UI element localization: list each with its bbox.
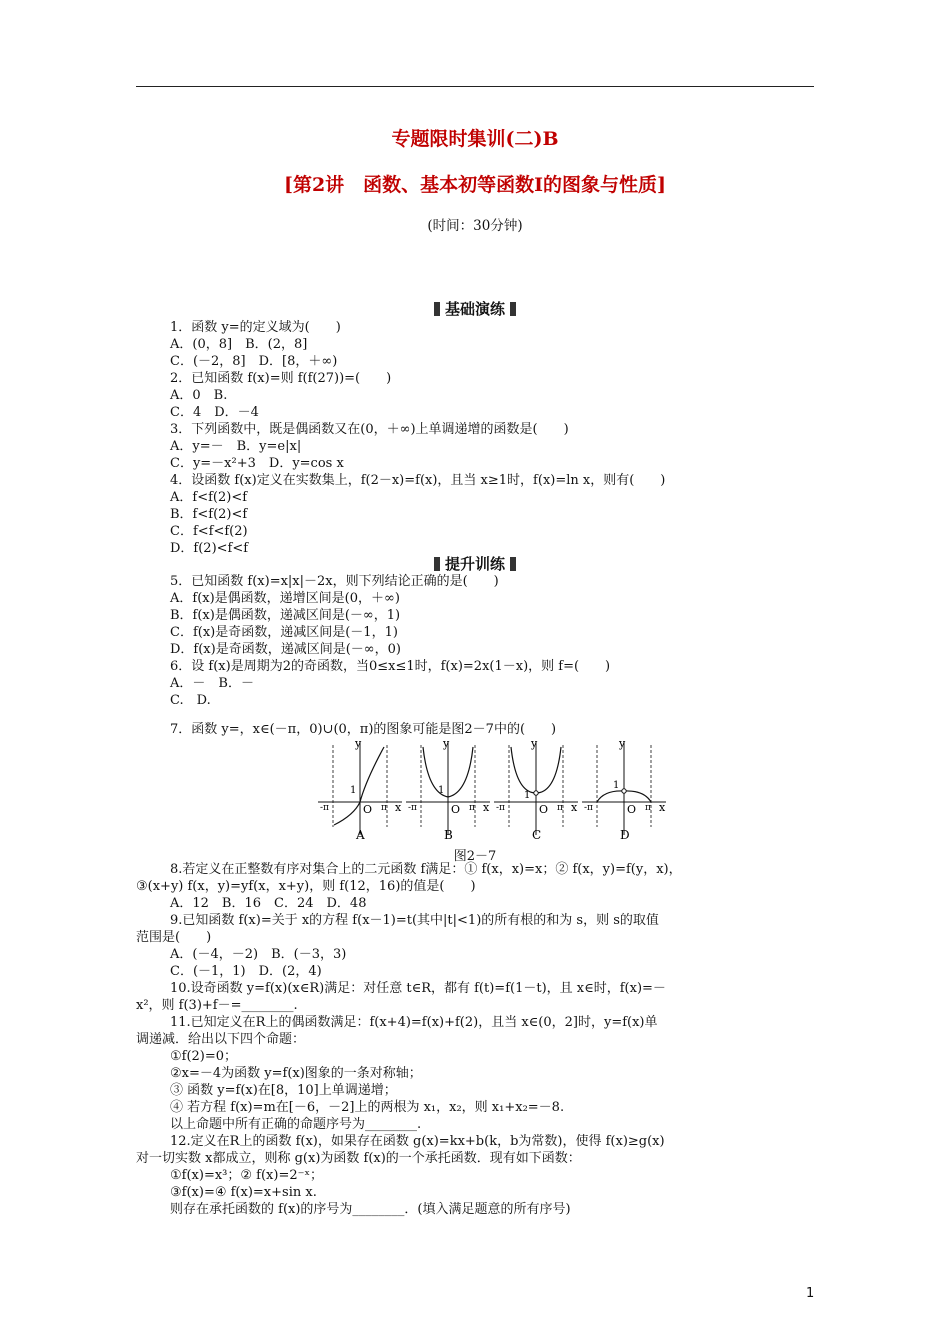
question-line: D．f(x)是奇函数，递减区间是(－∞，0) [170,642,401,657]
block-marker-icon [434,557,440,571]
panel-label: B [444,828,453,842]
question-line: ①f(x)=x³；② f(x)=2⁻ˣ； [170,1168,323,1183]
question-line: 6．设 f(x)是周期为2的奇函数，当0≤x≤1时，f(x)=2x(1－x)，则 f=( ) [170,659,611,674]
question-line: B．f(x)是偶函数，递减区间是(－∞，1) [170,608,401,623]
pi-label: π [381,803,387,813]
page-number: 1 [806,1286,815,1301]
axis-y-label: y [355,737,362,750]
one-label: 1 [438,785,445,796]
question-line: C．f(x)是奇函数，递减区间是(－1，1) [170,625,398,640]
block-marker-icon [510,557,516,571]
section-advanced-label: 提升训练 [444,555,505,573]
axis-x-label: x [483,801,490,814]
header-rule [136,86,814,87]
graph-panel-b [406,737,490,842]
axis-y-label: y [619,737,626,750]
question-line: 10.设奇函数 y=f(x)(x∈R)满足：对任意 t∈R，都有 f(t)=f(1－t)，且 x∈时，f(x)=－ [170,981,666,996]
question-line: A．y=－ B．y=e|x| [170,439,302,454]
question-line: A．(－4，－2) B．(－3，3) [170,947,347,962]
question-line: ③ 函数 y=f(x)在[8，10]上单调递增； [170,1083,397,1098]
question-line: 以上命题中所有正确的命题序号为________. [170,1117,422,1132]
question-line: A．f(x)是偶函数，递增区间是(0，＋∞) [170,591,400,606]
question-line: D．f(2)<f<f [170,541,249,556]
pi-label: π [557,803,563,813]
question-line: C．(－1，1) D．(2，4) [170,964,322,979]
one-label: 1 [350,785,357,796]
question-line: B．f<f(2)<f [170,507,248,522]
question-line: x²，则 f(3)+f－=________. [136,998,298,1013]
panel-label: A [356,828,365,842]
question-line: C．(－2，8] D．[8，＋∞) [170,354,338,369]
question-line: 12.定义在R上的函数 f(x)，如果存在函数 g(x)=kx+b(k，b为常数)，使得 f(x)≥g(x) [170,1134,665,1149]
section-basic-label: 基础演练 [444,300,505,318]
panel-label: C [532,828,542,842]
neg-pi-label: -π [320,803,329,813]
axis-y-label: y [443,737,450,750]
question-line: A．12 B．16 C．24 D．48 [170,896,367,911]
figure-caption: 图2－7 [453,849,497,864]
section-advanced [0,553,950,574]
neg-pi-label: -π [584,803,593,813]
question-line: C．4 D．－4 [170,405,259,420]
question-line: A．－ B．－ [170,676,254,691]
question-line: ③(x+y) f(x，y)=yf(x，x+y)，则 f(12，16)的值是( ) [136,879,476,894]
question-line: 4．设函数 f(x)定义在实数集上，f(2－x)=f(x)，且当 x≥1时，f(x)=ln x，则有( ) [170,473,666,488]
block-marker-icon [510,302,516,316]
axis-x-label: x [571,801,578,814]
origin-label: O [627,803,637,816]
question-line: 则存在承托函数的 f(x)的序号为________．(填入满足题意的所有序号) [170,1202,571,1217]
graph-panel-c [494,737,578,842]
panel-label: D [620,828,630,842]
neg-pi-label: -π [408,803,417,813]
block-marker-icon [434,302,440,316]
question-line: A．(0，8] B．(2，8] [170,337,308,352]
question-line: C．y=－x²+3 D．y=cos x [170,456,344,471]
neg-pi-label: -π [496,803,505,813]
question-line: 2．已知函数 f(x)=则 f(f(27))=( ) [170,371,392,386]
question-line: A．f<f(2)<f [170,490,248,505]
graph-panel-d [582,737,666,842]
question-line: ③f(x)=④ f(x)=x+sin x. [170,1185,317,1200]
question-line: 7．函数 y=，x∈(－π，0)∪(0，π)的图象可能是图2－7中的( ) [170,722,557,737]
question-line: 11.已知定义在R上的偶函数满足：f(x+4)=f(x)+f(2)，且当 x∈(0，2]时，y=f(x)单 [170,1015,658,1030]
question-line: A．0 B. [170,388,228,403]
origin-label: O [451,803,461,816]
origin-label: O [539,803,549,816]
figure-2-7 [318,735,673,843]
axis-x-label: x [395,801,402,814]
question-line: 对一切实数 x都成立，则称 g(x)为函数 f(x)的一个承托函数．现有如下函数： [136,1151,581,1166]
graph-panel-a [318,737,402,842]
question-line: 5．已知函数 f(x)=x|x|－2x，则下列结论正确的是( ) [170,574,499,589]
question-line: 1．函数 y=的定义域为( ) [170,320,341,335]
question-line: ②x=－4为函数 y=f(x)图象的一条对称轴； [170,1066,422,1081]
question-line: ①f(2)=0； [170,1049,238,1064]
one-label: 1 [524,790,531,801]
page-subtitle: [第2讲 函数、基本初等函数Ⅰ的图象与性质] [283,174,667,196]
question-line: 调递减．给出以下四个命题： [136,1032,306,1047]
question-line: 9.已知函数 f(x)=关于 x的方程 f(x－1)=t(其中|t|<1)的所有根的和为 s，则 s的取值 [170,913,659,928]
time-limit: (时间：30分钟) [427,218,523,234]
pi-label: π [645,803,651,813]
question-line: ④ 若方程 f(x)=m在[－6，－2]上的两根为 x₁，x₂，则 x₁+x₂=－8. [170,1100,565,1115]
one-label: 1 [613,780,620,791]
page-title: 专题限时集训(二)B [391,128,559,150]
question-line: 范围是( ) [136,930,212,945]
axis-x-label: x [659,801,666,814]
axis-y-label: y [531,737,538,750]
question-line: 3．下列函数中，既是偶函数又在(0，＋∞)上单调递增的函数是( ) [170,422,569,437]
question-line: C．f<f<f(2) [170,524,248,539]
pi-label: π [469,803,475,813]
origin-label: O [363,803,373,816]
question-line: C. D. [170,693,211,708]
section-basic [0,298,950,319]
question-line: 8.若定义在正整数有序对集合上的二元函数 f满足：① f(x，x)=x；② f(x，y)=f(y，x)， [170,862,682,877]
